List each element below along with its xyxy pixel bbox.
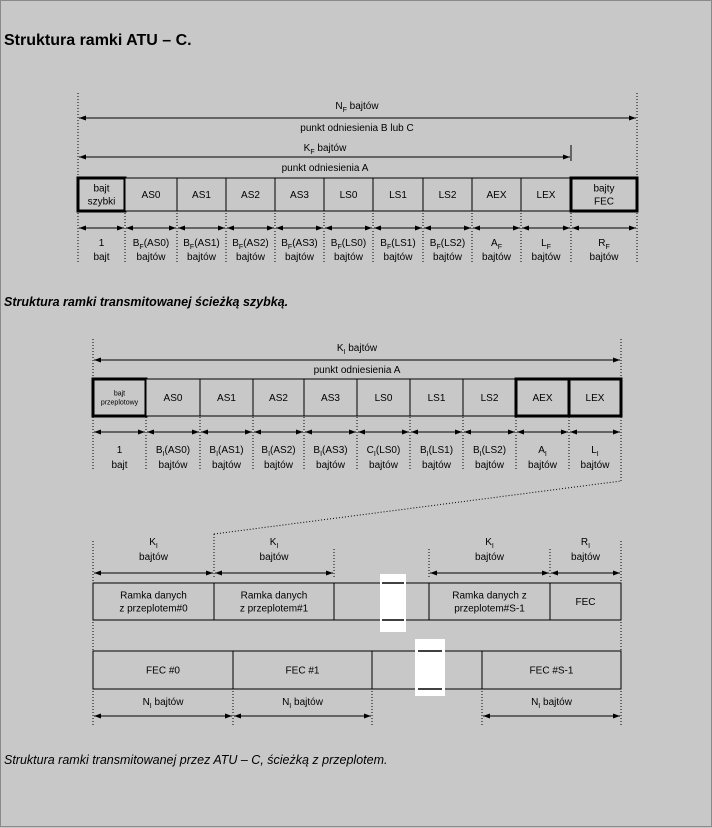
int-size-unit-9: bajtów: [580, 460, 610, 471]
fast-ref-bc-label: punkt odniesienia B lub C: [300, 123, 414, 134]
fast-cell-4-label: AS3: [290, 190, 309, 201]
block-span-label-2: $K_I$: [485, 537, 494, 550]
int-cell-4-label: AS3: [321, 393, 340, 404]
block-cell-2-label: przeplotem#S-1: [454, 603, 525, 615]
int-ki-label: $K_I$ bajtów: [336, 343, 378, 356]
fast-cell-0-label: bajt: [93, 183, 110, 195]
fast-nf-label: $N_F$ bajtów: [335, 101, 379, 114]
fast-size-label-0: 1: [98, 238, 105, 249]
fast-cell-10-label: FEC: [594, 196, 614, 208]
int-size-unit-4: bajtów: [316, 460, 345, 471]
fec-cell-2-label: FEC #S-1: [529, 665, 574, 677]
page-heading: Struktura ramki ATU – C.: [4, 32, 192, 49]
fast-size-label-7: $B_F(LS2)$: [429, 238, 466, 251]
block-cell-0-label: Ramka danych: [120, 590, 187, 602]
fast-size-label-8: $A_F$: [491, 238, 502, 251]
fast-size-unit-3: bajtów: [236, 252, 265, 263]
fast-ref-a-label: punkt odniesienia A: [281, 163, 369, 174]
fec-span-label-2: $N_I$ bajtów: [531, 697, 572, 710]
int-size-label-8: $A_I$: [538, 445, 547, 458]
frame-structure-diagram: [1, 1, 712, 828]
fast-size-label-2: $B_F(AS1)$: [183, 238, 220, 251]
fast-cell-3-label: AS2: [241, 190, 260, 201]
int-cell-8-label: AEX: [532, 393, 553, 404]
int-cell-5-label: LS0: [374, 393, 393, 404]
fast-size-unit-5: bajtów: [334, 252, 363, 263]
fast-cell-6-label: LS1: [389, 190, 407, 201]
fast-size-label-10: $R_F$: [598, 238, 610, 251]
fast-size-unit-0: bajt: [93, 252, 110, 263]
block-cell-1-label: Ramka danych: [240, 590, 308, 602]
fec-break-gap: [415, 639, 445, 696]
int-cell-3-label: AS2: [269, 393, 288, 404]
int-cell-2-label: AS1: [217, 393, 236, 404]
block-cell-0-label: z przeplotem#0: [119, 603, 188, 615]
int-size-label-0: 1: [116, 445, 123, 456]
fast-cell-10-label: bajty: [593, 183, 615, 195]
int-cell-0-label: przeplotowy: [100, 399, 139, 407]
int-size-label-5: $C_I(LS0)$: [366, 445, 401, 458]
int-cell-9-label: LEX: [585, 393, 605, 404]
fec-cell-0-label: FEC #0: [146, 665, 180, 677]
fast-size-unit-2: bajtów: [187, 252, 216, 263]
block-span-unit-0: bajtów: [139, 552, 168, 563]
block-cell-2-label: Ramka danych z: [452, 590, 527, 602]
int-size-label-6: $B_I(LS1)$: [419, 445, 454, 458]
fast-size-unit-4: bajtów: [285, 252, 314, 263]
fast-size-label-1: $B_F(AS0)$: [132, 238, 170, 251]
block-cell-3-label: FEC: [575, 597, 596, 608]
int-ref-a-label: punkt odniesienia A: [313, 365, 401, 376]
fast-kf-label: $K_F$ bajtów: [303, 143, 347, 156]
int-cell-6-label: LS1: [427, 393, 446, 404]
int-size-unit-1: bajtów: [158, 460, 188, 471]
fast-size-label-5: $B_F(LS0)$: [330, 238, 367, 251]
int-size-label-1: $B_I(AS0)$: [155, 445, 191, 458]
fast-path-caption: Struktura ramki transmitowanej ścieżką szybką.: [4, 295, 289, 309]
fast-size-label-9: $L_F$: [541, 238, 551, 251]
block-span-label-0: $K_I$: [149, 537, 158, 550]
fast-size-label-3: $B_F(AS2)$: [232, 238, 269, 251]
fast-cell-5-label: LS0: [339, 190, 358, 201]
fast-cell-7-label: LS2: [438, 190, 457, 201]
fast-size-unit-7: bajtów: [433, 252, 462, 263]
block-span-unit-2: bajtów: [475, 552, 504, 563]
fast-size-unit-8: bajtów: [482, 252, 511, 263]
fec-cell-1-label: FEC #1: [285, 665, 320, 677]
fast-cell-2-label: AS1: [192, 190, 211, 201]
int-cell-0-label: bajt: [113, 390, 126, 398]
int-size-unit-7: bajtów: [475, 460, 504, 471]
int-size-unit-6: bajtów: [422, 460, 451, 471]
int-size-label-9: $L_I$: [591, 445, 599, 458]
block-span-label-3: $R_I$: [580, 537, 591, 550]
fast-cell-1-label: AS0: [141, 190, 161, 201]
interleaved-path-caption: Struktura ramki transmitowanej przez ATU – C, ścieżką z przeplotem.: [4, 753, 388, 767]
fast-size-unit-6: bajtów: [383, 252, 413, 263]
int-size-label-3: $B_I(AS2)$: [261, 445, 296, 458]
block-span-label-1: $K_I$: [269, 537, 279, 550]
fast-size-unit-9: bajtów: [531, 252, 561, 263]
zoom-connector: [214, 481, 621, 534]
int-size-label-7: $B_I(LS2)$: [472, 445, 507, 458]
block-span-unit-3: bajtów: [571, 552, 600, 563]
int-cell-1-label: AS0: [163, 393, 183, 404]
int-size-unit-8: bajtów: [528, 460, 557, 471]
int-size-unit-5: bajtów: [369, 460, 398, 471]
block-span-unit-1: bajtów: [259, 552, 289, 563]
int-cell-7-label: LS2: [480, 393, 499, 404]
block-cell-1-label: z przeplotem#1: [239, 603, 309, 615]
fast-size-label-4: $B_F(AS3)$: [281, 238, 318, 251]
fec-span-label-0: $N_I$ bajtów: [142, 697, 184, 710]
int-size-label-4: $B_I(AS3)$: [313, 445, 348, 458]
fast-size-unit-10: bajtów: [589, 252, 619, 263]
fast-size-label-6: $B_F(LS1)$: [380, 238, 416, 251]
int-size-unit-2: bajtów: [212, 460, 241, 471]
fast-cell-8-label: AEX: [486, 190, 507, 201]
fast-cell-0-label: szybki: [87, 196, 116, 208]
fec-span-label-1: $N_I$ bajtów: [282, 697, 323, 710]
fast-cell-9-label: LEX: [536, 190, 556, 201]
int-size-label-2: $B_I(AS1)$: [209, 445, 244, 458]
fast-size-unit-1: bajtów: [136, 252, 166, 263]
int-size-unit-3: bajtów: [264, 460, 293, 471]
int-cell-0-box: [93, 379, 146, 416]
int-size-unit-0: bajt: [111, 460, 128, 471]
